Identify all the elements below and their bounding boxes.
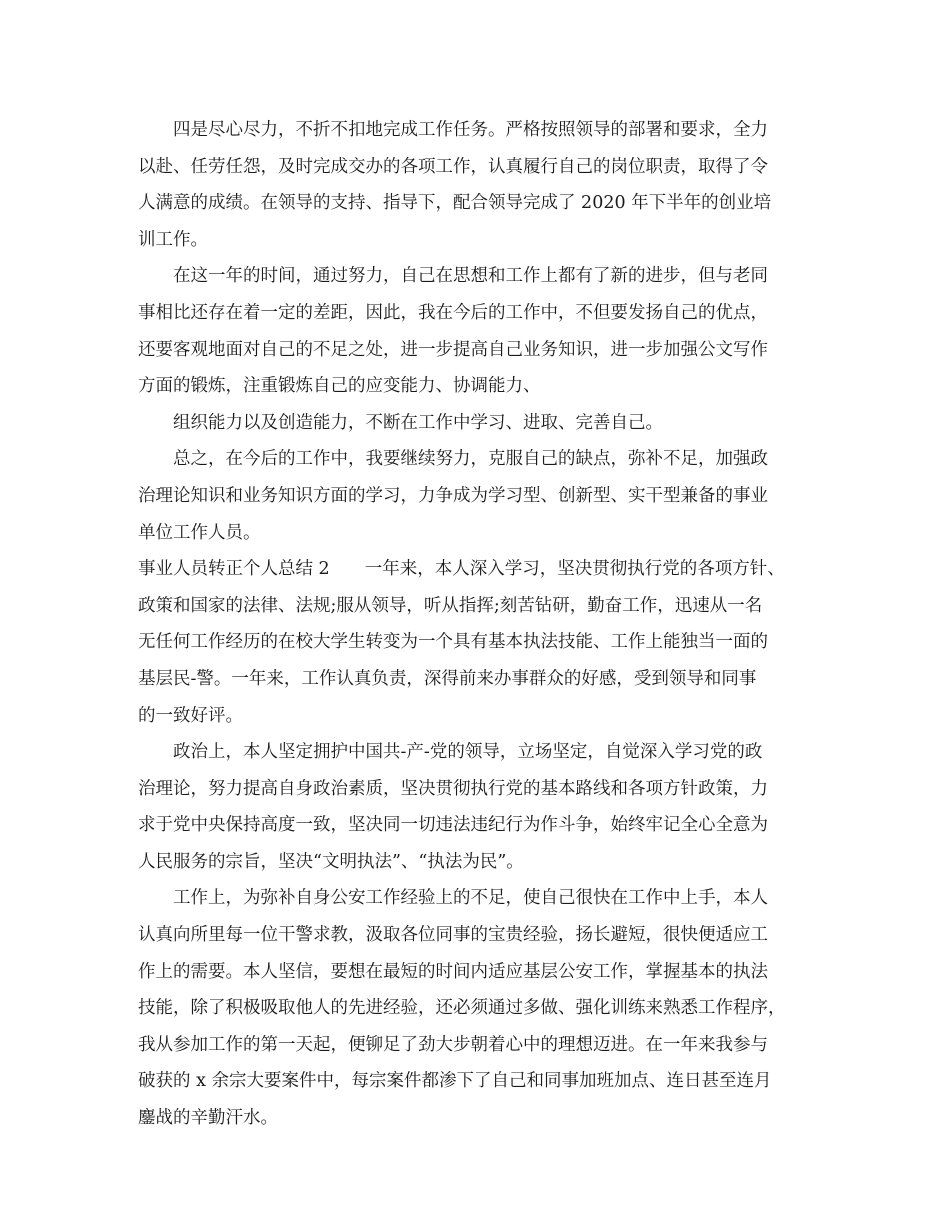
text-line: 政治上，本人坚定拥护中国共-产-党的领导，立场坚定，自觉深入学习党的政 (173, 742, 763, 763)
text-line: 的一致好评。 (138, 705, 243, 726)
text-line: 在这一年的时间，通过努力，自己在思想和工作上都有了新的进步，但与老同 (173, 266, 768, 287)
text-line: 还要客观地面对自己的不足之处，进一步提高自己业务知识，进一步加强公文写作 (138, 339, 768, 360)
text-line: 作上的需要。本人坚信，要想在最短的时间内适应基层公安工作，掌握基本的执法 (138, 961, 768, 982)
text-line: 治理论知识和业务知识方面的学习，力争成为学习型、创新型、实干型兼备的事业 (138, 485, 768, 506)
text-line: 单位工作人员。 (138, 522, 261, 543)
text-line: 我从参加工作的第一天起，便铆足了劲大步朝着心中的理想迈进。在一年来我参与 (138, 1034, 768, 1055)
text-line: 总之，在今后的工作中，我要继续努力，克服自己的缺点，弥补不足，加强政 (173, 449, 768, 470)
text-line: 无任何工作经历的在校大学生转变为一个具有基本执法技能、工作上能独当一面的 (138, 632, 768, 653)
text-line: 技能，除了积极吸取他人的先进经验，还必须通过多做、强化训练来熟悉工作程序， (138, 998, 786, 1019)
text-line: 破获的 x 余宗大要案件中，每宗案件都渗下了自己和同事加班加点、连日甚至连月 (138, 1071, 772, 1092)
text-line: 方面的锻炼，注重锻炼自己的应变能力、协调能力、 (138, 376, 541, 397)
text-line: 政策和国家的法律、法规;服从领导，听从指挥;刻苦钻研，勤奋工作，迅速从一名 (138, 595, 763, 616)
text-line: 工作上，为弥补自身公安工作经验上的不足，使自己很快在工作中上手，本人 (173, 888, 768, 909)
text-line: 人民服务的宗旨，坚决“文明执法”、“执法为民”。 (138, 851, 524, 872)
text-line: 鏖战的辛勤汗水。 (138, 1108, 278, 1129)
text-line: 以赴、任劳任怨，及时完成交办的各项工作，认真履行自己的岗位职责，取得了令 (138, 156, 768, 177)
text-line: 训工作。 (138, 229, 208, 250)
text-line: 事业人员转正个人总结 2 一年来，本人深入学习，坚决贯彻执行党的各项方针、 (138, 559, 785, 580)
text-line: 基层民-警。一年来，工作认真负责，深得前来办事群众的好感，受到领导和同事 (138, 668, 757, 689)
text-line: 四是尽心尽力，不折不扣地完成工作任务。严格按照领导的部署和要求，全力 (173, 120, 768, 140)
text-line: 组织能力以及创造能力，不断在工作中学习、进取、完善自己。 (173, 412, 663, 433)
text-line: 认真向所里每一位干警求教，汲取各位同事的宝贵经验，扬长避短，很快便适应工 (138, 925, 768, 946)
text-line: 人满意的成绩。在领导的支持、指导下，配合领导完成了 2020 年下半年的创业培 (138, 193, 772, 214)
text-line: 治理论，努力提高自身政治素质，坚决贯彻执行党的基本路线和各项方针政策，力 (138, 778, 768, 799)
document-body (138, 112, 828, 1137)
text-line: 事相比还存在着一定的差距，因此，我在今后的工作中，不但要发扬自己的优点， (138, 302, 768, 323)
text-line: 求于党中央保持高度一致，坚决同一切违法违纪行为作斗争，始终牢记全心全意为 (138, 815, 768, 836)
